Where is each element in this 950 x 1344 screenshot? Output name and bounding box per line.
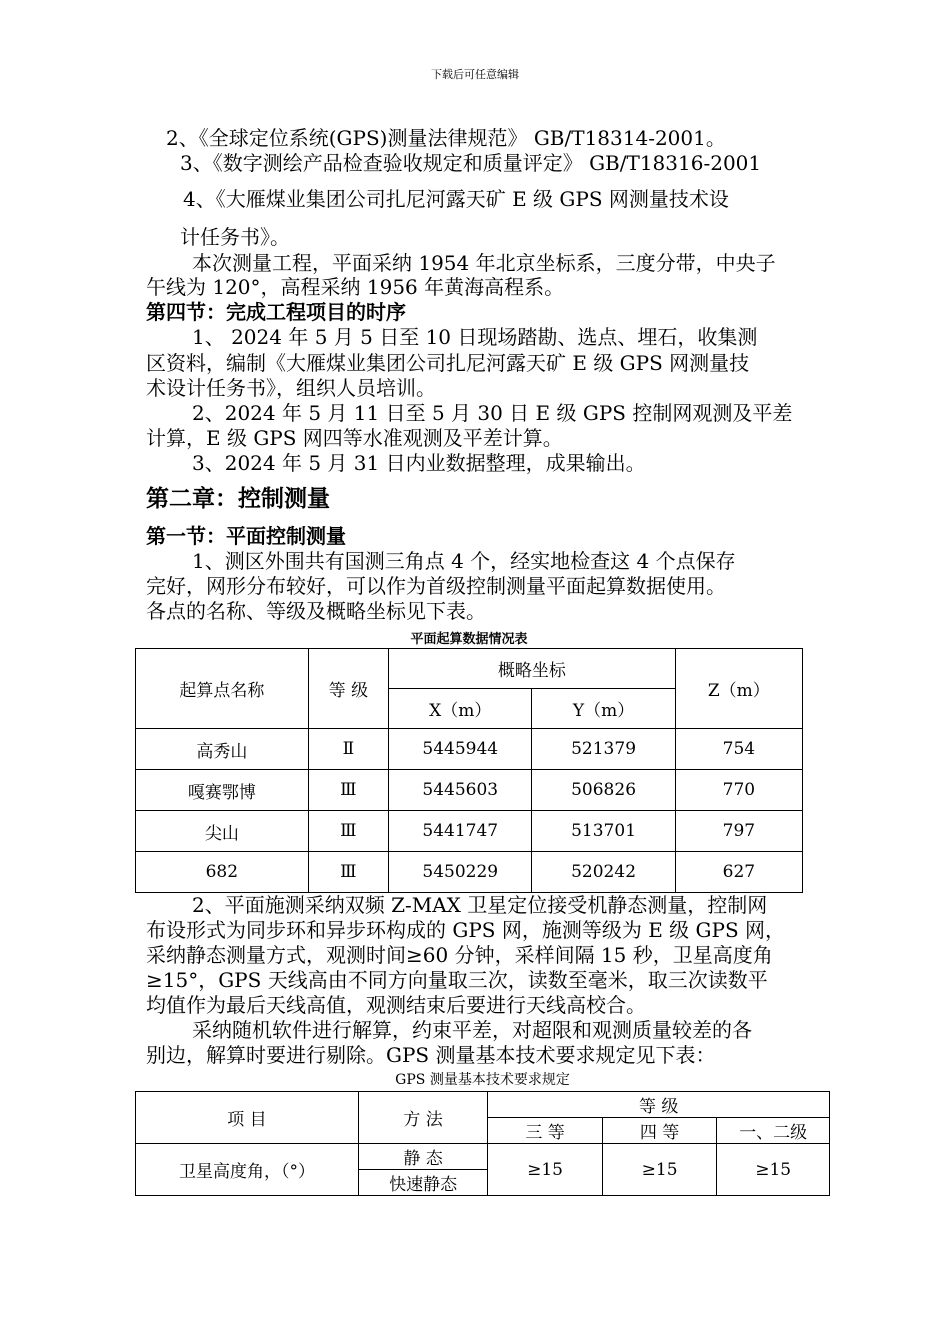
- table-row: [136, 1144, 830, 1170]
- cell-name: 高秀山: [136, 729, 309, 770]
- cell-x: 5441747: [389, 811, 532, 852]
- cell-x: 5445944: [389, 729, 532, 770]
- section4-line1: 1、 2024 年 5 月 5 日至 10 日现场踏勘、选点、埋石，收集测: [192, 325, 758, 349]
- section1-line1: 1、测区外围共有国测三角点 4 个，经实地检查这 4 个点保存: [192, 549, 736, 573]
- header-y: Y（m）: [532, 689, 675, 729]
- table-row: [136, 811, 803, 852]
- cell-grade: Ⅱ: [308, 729, 388, 770]
- section4-line3: 术设计任务书》，组织人员培训。: [146, 376, 436, 400]
- header-grade: 等 级: [488, 1092, 830, 1118]
- header-method: 方 法: [358, 1092, 487, 1144]
- table-row: [136, 729, 803, 770]
- section4-line6: 3、2024 年 5 月 31 日内业数据整理，成果输出。: [192, 451, 646, 475]
- reference-3: 3、《数字测绘产品检查验收规定和质量评定》 GB/T18316-2001: [180, 151, 762, 175]
- para2-line1: 2、平面施测采纳双频 Z-MAX 卫星定位接受机静态测量，控制网: [192, 893, 768, 917]
- cell-method-static: 静 态: [358, 1144, 487, 1170]
- cell-y: 521379: [532, 729, 675, 770]
- section4-title: 第四节：完成工程项目的时序: [146, 300, 406, 324]
- cell-z: 770: [675, 770, 802, 811]
- header-approx-coords: 概略坐标: [389, 649, 676, 689]
- cell-z: 797: [675, 811, 802, 852]
- cell-grade-1-2: ≥15: [717, 1144, 830, 1196]
- cell-name: 嘎赛鄂博: [136, 770, 309, 811]
- para2-line3: 采纳静态测量方式，观测时间≥60 分钟，采样间隔 15 秒，卫星高度角: [146, 943, 773, 967]
- header-point-name: 起算点名称: [136, 649, 309, 729]
- cell-y: 520242: [532, 852, 675, 893]
- cell-item: 卫星高度角，（°）: [136, 1144, 359, 1196]
- intro-line2: 午线为 120°，高程采纳 1956 年黄海高程系。: [146, 275, 565, 299]
- cell-grade-3: ≥15: [488, 1144, 603, 1196]
- para3-line1: 采纳随机软件进行解算，约束平差，对超限和观测质量较差的各: [192, 1018, 752, 1042]
- reference-2: 2、《全球定位系统(GPS)测量法律规范》 GB/T18314-2001。: [166, 126, 726, 150]
- header-z: Z（m）: [675, 649, 802, 729]
- section4-line5: 计算，E 级 GPS 网四等水准观测及平差计算。: [146, 426, 563, 450]
- intro-line1: 本次测量工程，平面采纳 1954 年北京坐标系，三度分带，中央子: [192, 251, 776, 275]
- section1-title: 第一节：平面控制测量: [146, 524, 346, 548]
- para2-line4: ≥15°，GPS 天线高由不同方向量取三次，读数至毫米，取三次读数平: [146, 968, 768, 992]
- header-item: 项 目: [136, 1092, 359, 1144]
- cell-z: 627: [675, 852, 802, 893]
- cell-y: 506826: [532, 770, 675, 811]
- cell-grade: Ⅲ: [308, 770, 388, 811]
- page-header: 下载后可任意编辑: [431, 68, 519, 81]
- start-data-table: [135, 648, 803, 893]
- cell-name: 尖山: [136, 811, 309, 852]
- table-row: [136, 770, 803, 811]
- cell-y: 513701: [532, 811, 675, 852]
- cell-z: 754: [675, 729, 802, 770]
- para2-line2: 布设形式为同步环和异步环构成的 GPS 网，施测等级为 E 级 GPS 网，: [146, 918, 786, 942]
- header-grade: 等 级: [308, 649, 388, 729]
- section4-line2: 区资料，编制《大雁煤业集团公司扎尼河露天矿 E 级 GPS 网测量技: [146, 351, 750, 375]
- cell-grade: Ⅲ: [308, 852, 388, 893]
- chapter2-title: 第二章：控制测量: [146, 486, 330, 512]
- para3-line2: 别边，解算时要进行剔除。GPS 测量基本技术要求规定见下表：: [146, 1043, 716, 1067]
- table2-caption: GPS 测量基本技术要求规定: [395, 1072, 570, 1088]
- gps-requirements-table: [135, 1091, 830, 1196]
- section1-line2: 完好，网形分布较好，可以作为首级控制测量平面起算数据使用。: [146, 574, 726, 598]
- reference-4-line1: 4、《大雁煤业集团公司扎尼河露天矿 E 级 GPS 网测量技术设: [183, 187, 729, 211]
- reference-4-line2: 计任务书》。: [180, 225, 290, 249]
- table1-caption: 平面起算数据情况表: [410, 632, 528, 647]
- para2-line5: 均值作为最后天线高值，观测结束后要进行天线高校合。: [146, 993, 646, 1017]
- cell-grade-4: ≥15: [602, 1144, 717, 1196]
- section1-line3: 各点的名称、等级及概略坐标见下表。: [146, 599, 486, 623]
- header-grade-1-2: 一、二级: [717, 1118, 830, 1144]
- cell-method-fast-static: 快速静态: [358, 1170, 487, 1196]
- table-row: [136, 852, 803, 893]
- header-x: X（m）: [389, 689, 532, 729]
- cell-grade: Ⅲ: [308, 811, 388, 852]
- header-grade-3: 三 等: [488, 1118, 603, 1144]
- cell-x: 5445603: [389, 770, 532, 811]
- cell-name: 682: [136, 852, 309, 893]
- cell-x: 5450229: [389, 852, 532, 893]
- header-grade-4: 四 等: [602, 1118, 717, 1144]
- section4-line4: 2、2024 年 5 月 11 日至 5 月 30 日 E 级 GPS 控制网观测及平差: [192, 401, 793, 425]
